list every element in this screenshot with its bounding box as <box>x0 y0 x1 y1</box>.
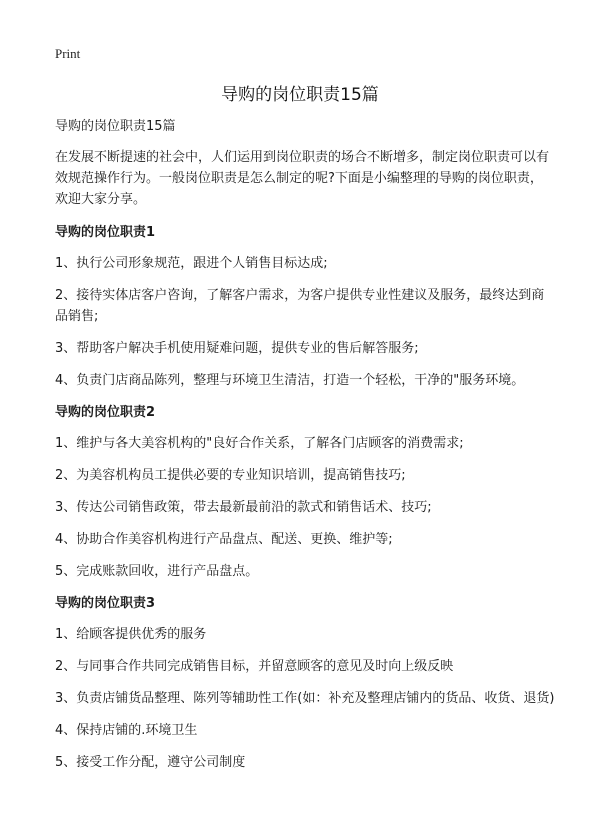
list-item: 2、与同事合作共同完成销售目标，并留意顾客的意见及时向上级反映 <box>55 659 454 674</box>
document-body <box>55 116 555 784</box>
list-item: 1、维护与各大美容机构的"良好合作关系，了解各门店顾客的消费需求; <box>55 436 464 451</box>
document-title: 导购的岗位职责15篇 <box>221 85 379 105</box>
list-item: 1、给顾客提供优秀的服务 <box>55 627 207 642</box>
list-item: 5、接受工作分配，遵守公司制度 <box>55 755 246 770</box>
list-item: 2、为美容机构员工提供必要的专业知识培训，提高销售技巧; <box>55 468 406 483</box>
section-heading: 导购的岗位职责2 <box>55 405 156 420</box>
list-item: 4、负责门店商品陈列，整理与环境卫生清洁，打造一个轻松，干净的"服务环境。 <box>55 373 525 388</box>
print-link[interactable]: Print <box>55 46 81 61</box>
list-item: 5、完成账款回收，进行产品盘点。 <box>55 564 259 579</box>
list-item: 3、传达公司销售政策，带去最新最前沿的款式和销售话术、技巧; <box>55 500 432 515</box>
list-item: 1、执行公司形象规范，跟进个人销售目标达成; <box>55 256 328 271</box>
intro-paragraph: 在发展不断提速的社会中，人们运用到岗位职责的场合不断增多，制定岗位职责可以有效规范操作行为。一般岗位职责是怎么制定的呢?下面是小编整理的导购的岗位职责，欢迎大家分享。 <box>55 150 550 207</box>
list-item: 3、负责店铺货品整理、陈列等辅助性工作(如：补充及整理店铺内的货品、收货、退货) <box>55 691 555 706</box>
list-item: 3、帮助客户解决手机使用疑难问题，提供专业的售后解答服务; <box>55 341 419 356</box>
list-item: 4、保持店铺的.环境卫生 <box>55 723 198 738</box>
list-item: 4、协助合作美容机构进行产品盘点、配送、更换、维护等; <box>55 532 393 547</box>
section-2 <box>55 402 555 582</box>
list-item: 2、接待实体店客户咨询，了解客户需求，为客户提供专业性建议及服务，最终达到商品销售; <box>55 288 545 324</box>
document-subtitle: 导购的岗位职责15篇 <box>55 119 176 134</box>
section-3 <box>55 593 555 773</box>
section-1 <box>55 222 555 391</box>
section-heading: 导购的岗位职责1 <box>55 225 156 240</box>
section-heading: 导购的岗位职责3 <box>55 596 156 611</box>
